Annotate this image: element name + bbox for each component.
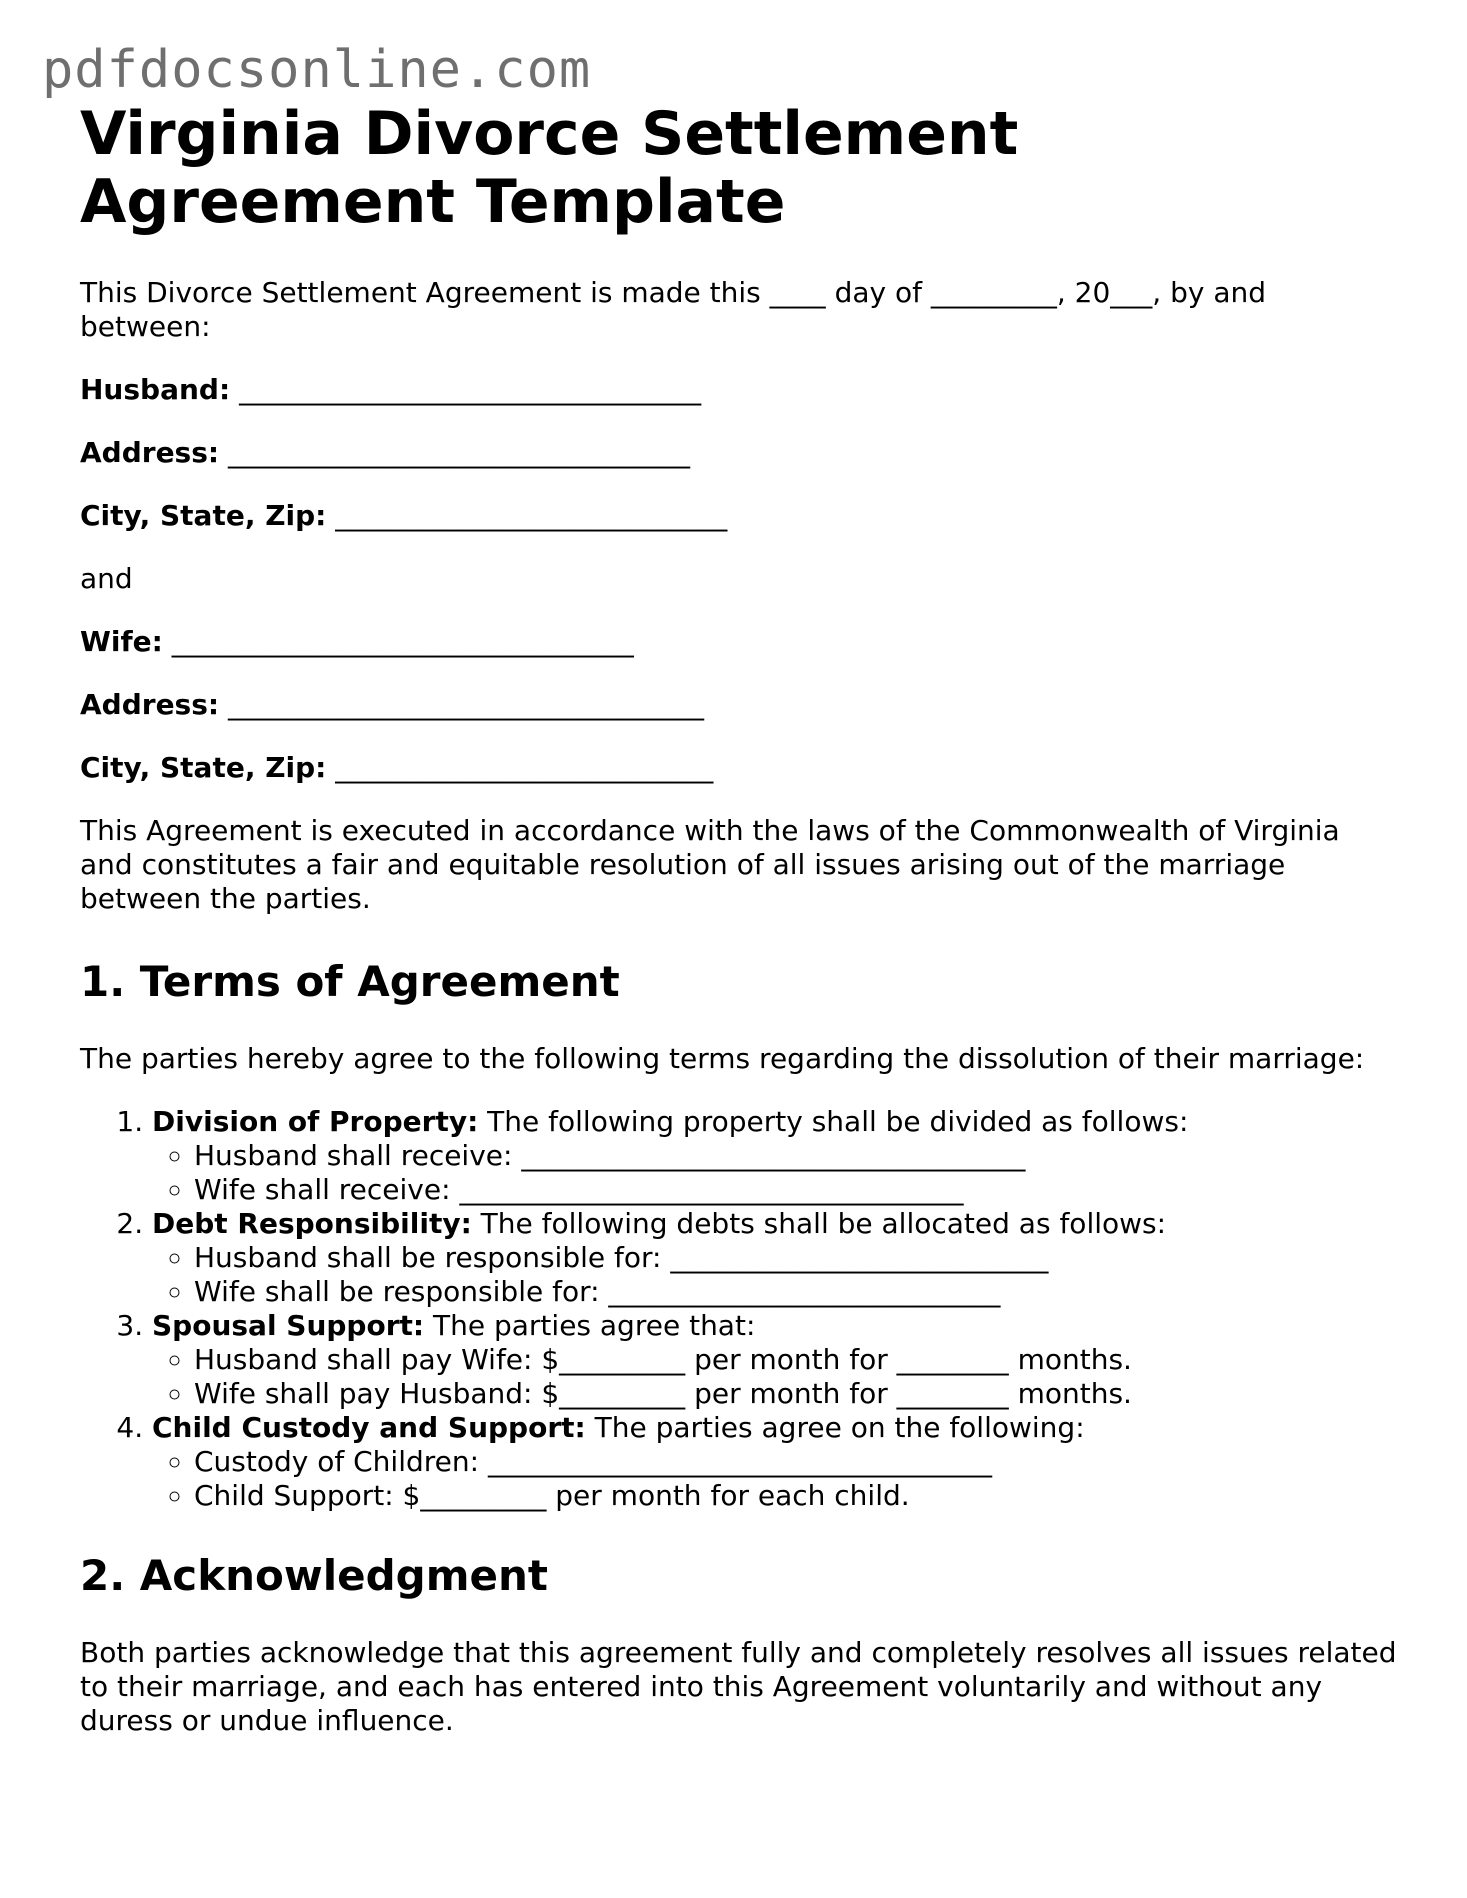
terms-intro: The parties hereby agree to the following terms regarding the dissolution of their marriage: <box>80 1042 1365 1075</box>
document-page <box>80 100 1400 1738</box>
husband-city-label: City, State, Zip: <box>80 499 327 532</box>
term-subitem: ◦ Wife shall receive: ____________________________________ <box>194 1173 1400 1207</box>
term-title: Spousal Support: <box>152 1309 425 1342</box>
wife-city-field <box>80 751 1400 785</box>
section-heading-terms: 1. Terms of Agreement <box>80 957 620 1006</box>
section-heading-acknowledgment: 2. Acknowledgment <box>80 1551 548 1600</box>
and-text: and <box>80 562 133 595</box>
term-item <box>152 1309 1400 1411</box>
intro-paragraph: This Divorce Settlement Agreement is made this ____ day of _________, 20___, by and between: <box>80 276 1267 343</box>
law-paragraph: This Agreement is executed in accordance with the laws of the Commonwealth of Virginia and constitutes a fair and equitable resolution of all issues arising out of the marriage between the parties. <box>80 814 1340 915</box>
term-subitem: ◦ Husband shall be responsible for: ___________________________ <box>194 1241 1400 1275</box>
wife-address-blank: __________________________________ <box>228 688 704 721</box>
wife-name-blank: _________________________________ <box>171 625 634 658</box>
terms-list <box>80 1105 1400 1513</box>
husband-city-blank: ____________________________ <box>335 499 728 532</box>
term-item <box>152 1207 1400 1309</box>
wife-address-label: Address: <box>80 688 220 721</box>
husband-city-field <box>80 499 1400 533</box>
term-title: Child Custody and Support: <box>152 1411 586 1444</box>
husband-address-field <box>80 436 1400 470</box>
term-item <box>152 1411 1400 1513</box>
term-sublist <box>152 1445 1400 1513</box>
term-text: The parties agree on the following: <box>585 1411 1085 1444</box>
term-text: The following property shall be divided as follows: <box>478 1105 1189 1138</box>
husband-address-blank: _________________________________ <box>228 436 690 469</box>
watermark: pdfdocsonline.com <box>42 40 592 100</box>
wife-city-blank: ___________________________ <box>335 751 714 784</box>
term-text: The parties agree that: <box>424 1309 756 1342</box>
husband-name-field <box>80 373 1400 407</box>
husband-name-label: Husband: <box>80 373 231 406</box>
term-sublist <box>152 1139 1400 1207</box>
husband-address-label: Address: <box>80 436 220 469</box>
wife-name-field <box>80 625 1400 659</box>
term-subitem: ◦ Custody of Children: ____________________________________ <box>194 1445 1400 1479</box>
wife-address-field <box>80 688 1400 722</box>
term-subitem: ◦ Husband shall receive: ____________________________________ <box>194 1139 1400 1173</box>
term-title: Division of Property: <box>152 1105 479 1138</box>
term-subitem: ◦ Husband shall pay Wife: $_________ per month for ________ months. <box>194 1343 1400 1377</box>
term-subitem: ◦ Child Support: $_________ per month for each child. <box>194 1479 1400 1513</box>
term-text: The following debts shall be allocated as follows: <box>471 1207 1167 1240</box>
husband-name-blank: _________________________________ <box>239 373 702 406</box>
term-sublist <box>152 1241 1400 1309</box>
document-title: Virginia Divorce Settlement Agreement Template <box>80 99 1019 237</box>
wife-city-label: City, State, Zip: <box>80 751 327 784</box>
term-subitem: ◦ Wife shall be responsible for: ____________________________ <box>194 1275 1400 1309</box>
wife-name-label: Wife: <box>80 625 163 658</box>
term-sublist <box>152 1343 1400 1411</box>
acknowledgment-paragraph: Both parties acknowledge that this agreement fully and completely resolves all issues related to their marriage, and each has entered into this Agreement voluntarily and without any duress or undue influence. <box>80 1636 1397 1737</box>
term-title: Debt Responsibility: <box>152 1207 472 1240</box>
term-item <box>152 1105 1400 1207</box>
term-subitem: ◦ Wife shall pay Husband: $_________ per month for ________ months. <box>194 1377 1400 1411</box>
